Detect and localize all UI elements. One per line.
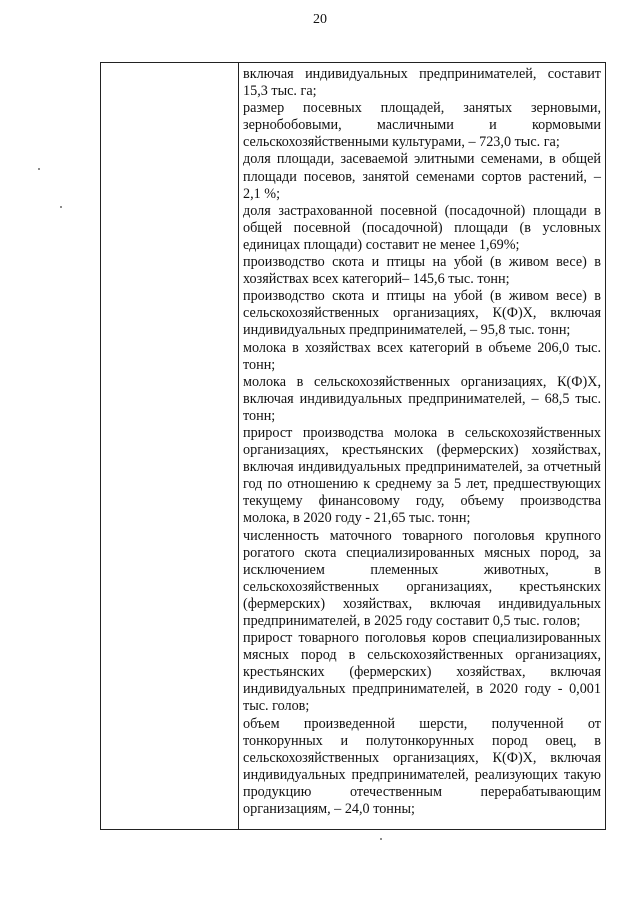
paragraph: молока в хозяйствах всех категорий в объеме 206,0 тыс. тонн; xyxy=(243,339,601,373)
paragraph: размер посевных площадей, занятых зерновыми, зернобобовыми, масличными и кормовыми сельскохозяйственными культурами, – 723,0 тыс. га; xyxy=(243,100,601,151)
column-divider xyxy=(238,63,239,829)
document-table xyxy=(100,62,606,830)
paragraph: доля площади, засеваемой элитными семенами, в общей площади посевов, занятой семенами сортов растений, – 2,1 %; xyxy=(243,151,601,202)
paragraph: молока в сельскохозяйственных организациях, К(Ф)Х, включая индивидуальных предпринимателей, – 68,5 тыс. тонн; xyxy=(243,373,601,424)
paragraph: производство скота и птицы на убой (в живом весе) в сельскохозяйственных организациях, К(Ф)Х, включая индивидуальных предпринимателей, – 95,8 тыс. тонн; xyxy=(243,288,601,339)
page-number: 20 xyxy=(313,12,327,27)
scan-speck xyxy=(60,206,62,208)
paragraph: доля застрахованной посевной (посадочной) площади в общей посевной (посадочной) площади (в условных единицах площади) составит не менее 1,69%; xyxy=(243,202,601,253)
paragraph: производство скота и птицы на убой (в живом весе) в хозяйствах всех категорий– 145,6 тыс. тонн; xyxy=(243,254,601,288)
right-cell xyxy=(243,66,601,818)
paragraph: прирост товарного поголовья коров специализированных мясных пород в сельскохозяйственных организациях, крестьянских (фермерских) хозяйствах, включая индивидуальных предпринимателей, в 2020 году - 0,001 тыс. голов; xyxy=(243,630,601,715)
paragraph: численность маточного товарного поголовья крупного рогатого скота специализированных мясных пород, за исключением племенных животных, в сельскохозяйственных организациях, крестьянских (фермерских) хозяйствах, включая индивидуальных предпринимателей, в 2025 году составит 0,5 тыс. голов; xyxy=(243,527,601,629)
scan-speck xyxy=(38,168,40,170)
paragraph: объем произведенной шерсти, полученной от тонкорунных и полутонкорунных пород овец, в сельскохозяйственных организациях, К(Ф)Х, включая индивидуальных предпринимателей, реализующих такую продукцию отечественным перерабатывающим организациям, – 24,0 тонны; xyxy=(243,715,601,818)
paragraph: включая индивидуальных предпринимателей, составит 15,3 тыс. га; xyxy=(243,66,601,100)
paragraph: прирост производства молока в сельскохозяйственных организациях, крестьянских (фермерских) хозяйствах, включая индивидуальных предпринимателей, за отчетный год по отношению к среднему за 5 лет, предшествующих текущему финансовому году, объему производства молока, в 2020 году - 21,65 тыс. тонн; xyxy=(243,424,601,527)
scan-speck xyxy=(380,838,382,840)
